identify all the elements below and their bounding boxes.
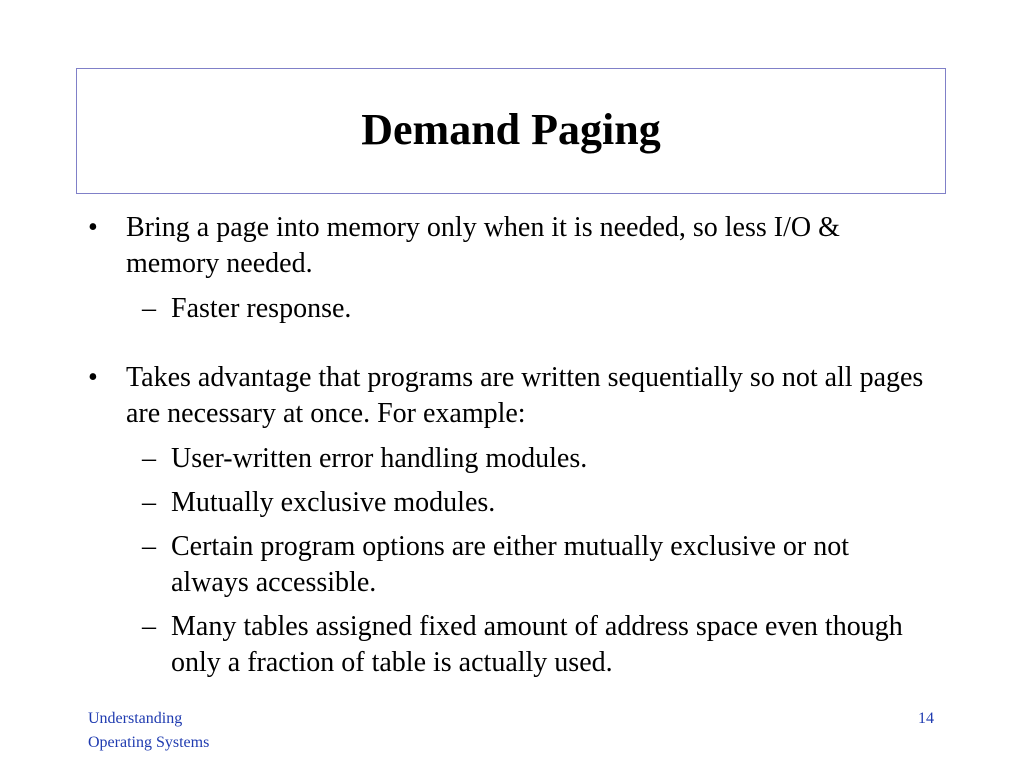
- bullet-item: [88, 210, 928, 282]
- sub-bullet-text: Many tables assigned fixed amount of address space even though only a fraction of table is actually used.: [171, 611, 903, 678]
- footer-line-2: Operating Systems: [88, 734, 210, 751]
- spacer: [88, 327, 928, 360]
- dash-marker: –: [142, 531, 156, 562]
- sub-bullet-item: [88, 485, 928, 521]
- sub-bullet-item: [88, 529, 928, 601]
- bullet-item: [88, 360, 928, 432]
- bullet-text: Takes advantage that programs are written sequentially so not all pages are necessary at once. For example:: [126, 362, 924, 429]
- dash-marker: –: [142, 487, 156, 518]
- slide-content: [88, 210, 928, 681]
- dash-marker: –: [142, 611, 156, 642]
- sub-bullet-item: [88, 441, 928, 477]
- bullet-marker: •: [88, 362, 98, 393]
- bullet-text: Bring a page into memory only when it is needed, so less I/O & memory needed.: [126, 212, 840, 279]
- dash-marker: –: [142, 443, 156, 474]
- sub-bullet-text: Mutually exclusive modules.: [171, 487, 496, 518]
- sub-bullet-text: Faster response.: [171, 293, 352, 324]
- sub-bullet-item: [88, 291, 928, 327]
- sub-bullet-text: User-written error handling modules.: [171, 443, 588, 474]
- footer-line-1: Understanding: [88, 710, 183, 727]
- bullet-marker: •: [88, 212, 98, 243]
- sub-bullet-item: [88, 609, 928, 681]
- footer-course-title: [88, 707, 209, 755]
- title-box: [76, 68, 946, 194]
- slide-title: Demand Paging: [361, 105, 661, 154]
- dash-marker: –: [142, 293, 156, 324]
- sub-bullet-text: Certain program options are either mutually exclusive or not always accessible.: [171, 531, 850, 598]
- slide-number: 14: [918, 710, 934, 727]
